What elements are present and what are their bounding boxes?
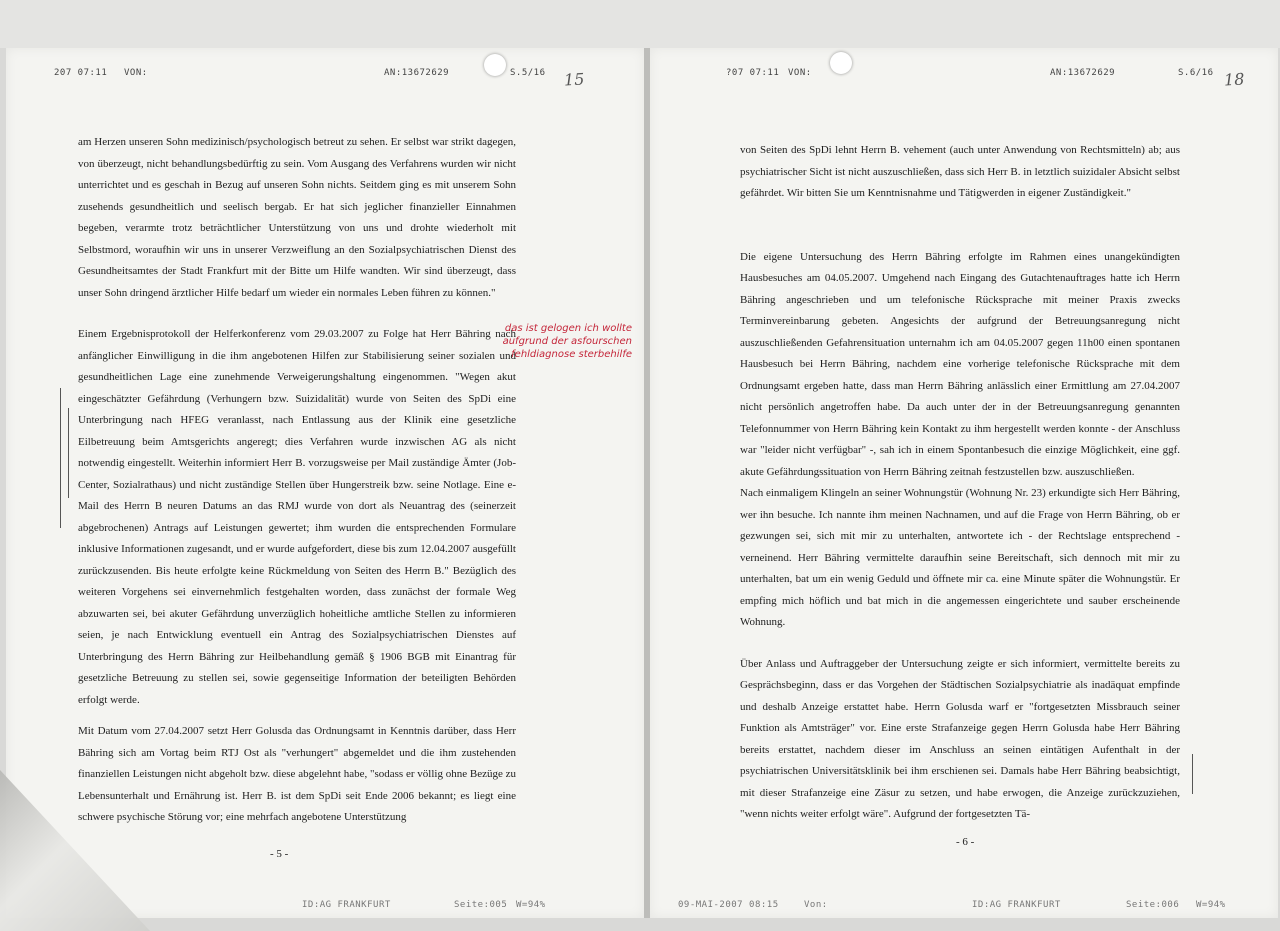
punch-hole bbox=[484, 54, 506, 76]
red-annotation-line-2: aufgrund der asfourschen bbox=[502, 336, 632, 347]
handwritten-page-number: 18 bbox=[1223, 69, 1245, 90]
fax-recipient: AN:13672629 bbox=[1050, 68, 1116, 78]
page-number: - 5 - bbox=[270, 848, 289, 860]
fax-footer-page: Seite:005 bbox=[454, 900, 508, 910]
paragraph-home-visit: Nach einmaligem Klingeln an seiner Wohnungstür (Wohnung Nr. 23) erkundigte sich Herr Bähring, wer ihn besuche. Ich nannte ihm meinen Nachnamen, und auf die Frage von Herrn Bähring, ob er gezwungen sei, sich mit mir zu unterhalten, antwortete ich - der Rechtslage entsprechend - verneinend. Herr Bähring vermittelte daraufhin seine Bereitschaft, sich dennoch mit mir zu unterhalten, bat um ein wenig Geduld und öffnete mir ca. eine Minute später die Wohnungstür. Er empfing mich höflich und bat mich in die angemessen eingerichtete und sauber erscheinende Wohnung. bbox=[740, 487, 1180, 628]
punch-hole bbox=[830, 52, 852, 74]
paragraph-helper-conference: Einem Ergebnisprotokoll der Helferkonferenz vom 29.03.2007 zu Folge hat Herr Bähring nach anfänglicher Einwilligung in die ihm angebotenen Hilfen zur Stabilisierung seiner sozialen und gesundheitlichen Lage eine zunehmende Verweigerungshaltung eingenommen. "Wegen akut eingeschätzter Gefährdung (Verhungern bzw. Suizidalität) wurde von Seiten des SpDi eine Unterbringung nach HFEG veranlasst, nach Entlassung aus der Klinik eine gesetzliche Eilbetreuung beim Amtsgerichts angeregt; dies Verfahren wurde inzwischen AG als nicht notwendig eingestellt. Weiterhin informiert Herr B. vorzugsweise per Mail zuständige Ämter (Job-Center, Sozialrathaus) und nicht zuständige Stellen über Hungerstreik bzw. seine Notlage. Eine e-Mail des Herrn B neuren Datums an das RMJ wurde von dort als Neuantrag des (seinerzeit abgebrochenen) Antrags auf Leistungen gewertet; ihm wurden die entsprechenden Formulare inklusive Informationen zugesandt, und er wurde aufgefordert, diese bis zum 12.04.2007 ausgefüllt zurückzusenden. Bis heute erfolgte keine Rückmeldung von Seiten des Herrn B." Bezüglich des weiteren Vorgehens sei einvernehmlich festgehalten worden, dass zunächst der formale Weg abzuwarten sei, bei akuter Gefährdung unverzüglich hoheitliche amtliche Stellen zu informieren seien, je nach Entwicklung eventuell ein Antrag des Sozialpsychiatrischen Dienstes auf Unterbringung des Herrn Bähring zur Heilbehandlung gemäß § 1906 BGB mit Einantrag für gesetzliche Betreuung zu stellen sei, sowie gegenseitige Information der beteiligten Behörden erfolgt werde. bbox=[78, 328, 516, 706]
paragraph-own-examination: Die eigene Untersuchung des Herrn Bähring erfolgte im Rahmen eines unangekündigten Hausbesuches am 04.05.2007. Umgehend nach Eingang des Gutachtenauftrages hatte ich Herrn Bähring angeschrieben und um telefonische Rücksprache mit meiner Praxis zwecks Terminvereinbarung gebeten. Angesichts der aufgrund der Betreuungsanregung nicht auszuschließenden Gefahrensituation unternahm ich am 04.05.2007 gegen 11h00 einen spontanen Hausbesuch bei Herrn Bähring, nachdem eine vorherige telefonische Rücksprache mit dem Ordnungsamt ergeben hatte, dass man Herrn Bähring anlässlich einer Ermittlung am 27.04.2007 nicht persönlich angetroffen habe. Da auch unter der in der Betreuungsanregung genannten Telefonnummer von Herrn Bähring kein Kontakt zu ihm hergestellt werden konnte - der Anschluss war "leider nicht verfügbar" -, sah ich in einem Spontanbesuch die einzige Möglichkeit, eine ggf. akute Gefährdungssituation von Herrn Bähring zeitnah festzustellen bzw. auszuschließen. bbox=[740, 250, 1180, 478]
fax-footer-id: ID:AG FRANKFURT bbox=[302, 900, 391, 910]
fax-time: ?07 07:11 bbox=[726, 68, 780, 78]
page-number: - 6 - bbox=[956, 836, 975, 848]
fax-recipient: AN:13672629 bbox=[384, 68, 450, 78]
fax-footer-id: ID:AG FRANKFURT bbox=[972, 900, 1061, 910]
fax-footer-from: Von: bbox=[804, 900, 828, 910]
right-text-block bbox=[740, 140, 1180, 826]
margin-mark bbox=[60, 388, 61, 528]
margin-mark bbox=[68, 408, 69, 498]
fax-page-6 bbox=[650, 48, 1278, 918]
paragraph-gap bbox=[740, 634, 1180, 654]
fax-page-5 bbox=[6, 48, 644, 918]
margin-mark bbox=[1192, 754, 1193, 794]
fax-footer-zoom: W=94% bbox=[516, 900, 546, 910]
paragraph-parents-statement: am Herzen unseren Sohn medizinisch/psychologisch betreut zu sehen. Er selbst war strikt dagegen, von überzeugt, nicht behandlungsbedürftig zu sein. Vom Ausgang des Verfahrens wurden wir nicht unterrichtet und es geschah in Bezug auf unseren Sohn nichts. Seitdem ging es mit unserem Sohn zusehends gesundheitlich und seelisch bergab. Er hat sich jeglicher finanzieller Einnahmen begeben, verarmte trotz beträchtlicher Unterstützung von uns und drohte wiederholt mit Selbstmord, woraufhin wir uns in unserer Verzweiflung an den Sozialpsychiatrischen Dienst des Gesundheitsamtes der Stadt Frankfurt mit der Bitte um Hilfe wandten. Wir sind überzeugt, dass unser Sohn dringend ärztlicher Hilfe bedarf um wieder ein normales Leben führen zu können." bbox=[78, 136, 516, 299]
fax-footer-date: 09-MAI-2007 08:15 bbox=[678, 900, 779, 910]
paragraph-gap bbox=[78, 711, 516, 721]
left-text-block bbox=[78, 132, 516, 829]
fax-from: VON: bbox=[788, 68, 812, 78]
fax-from: VON: bbox=[124, 68, 148, 78]
red-annotation-line-1: das ist gelogen ich wollte bbox=[504, 323, 632, 334]
fax-footer-zoom: W=94% bbox=[1196, 900, 1226, 910]
fax-page-indicator: S.6/16 bbox=[1178, 68, 1214, 78]
paragraph-gap bbox=[740, 205, 1180, 247]
paragraph-cause-and-client: Über Anlass und Auftraggeber der Untersuchung zeigte er sich informiert, vermittelte bereits zu Gesprächsbeginn, dass er das Vorgehen der Städtischen Sozialpsychiatrie als inadäquat empfinde und deshalb Anzeige erstattet habe. Herrn Golusda warf er "fortgesetzten Missbrauch seiner Funktion als Amtsträger" vor. Eine erste Strafanzeige gegen Herrn Golusda habe Herr Bähring bereits erstattet, nachdem dieser im Anschluss an seinen eintätigen Aufenthalt in der psychiatrischen Universitätsklinik bei ihm erschienen sei. Damals habe Herr Bähring beabsichtigt, mit dieser Strafanzeige eine Zäsur zu setzen, und habe erwogen, die Anzeige zurückzuziehen, "wenn nichts weiter erfolgt wäre". Aufgrund der fortgesetzten Tä- bbox=[740, 657, 1180, 820]
red-annotation bbox=[494, 322, 632, 361]
handwritten-page-number: 15 bbox=[563, 69, 585, 90]
paragraph-spdi-quote: von Seiten des SpDi lehnt Herrn B. vehement (auch unter Anwendung von Rechtsmitteln) ab; aus psychiatrischer Sicht ist nicht auszuschließen, dass sich Herr B. in letztlich suizidaler Absicht selbst gefährdet. Wir bitten Sie um Kenntnisnahme und Tätigwerden in eigener Zuständigkeit." bbox=[740, 144, 1180, 199]
fax-footer-page: Seite:006 bbox=[1126, 900, 1180, 910]
paragraph-ordnungsamt: Mit Datum vom 27.04.2007 setzt Herr Golusda das Ordnungsamt in Kenntnis darüber, dass Herr Bähring sich am Vortag beim RTJ Ost als "verhungert" abgemeldet und die ihm zustehenden finanziellen Leistungen nicht abgeholt bzw. diese abgelehnt habe, "sodass er völlig ohne Bezüge zu Lebensunterhalt und Ernährung ist. Herr B. ist dem SpDi seit Ende 2006 bekannt; es liegt eine schwere psychische Störung vor; eine mehrfach angebotene Unterstützung bbox=[78, 725, 516, 823]
scanner-background bbox=[0, 0, 1280, 48]
red-annotation-line-3: fehldiagnose sterbehilfe bbox=[511, 349, 632, 360]
fax-time: 207 07:11 bbox=[54, 68, 108, 78]
fax-page-indicator: S.5/16 bbox=[510, 68, 546, 78]
handwritten-gap bbox=[78, 304, 516, 324]
